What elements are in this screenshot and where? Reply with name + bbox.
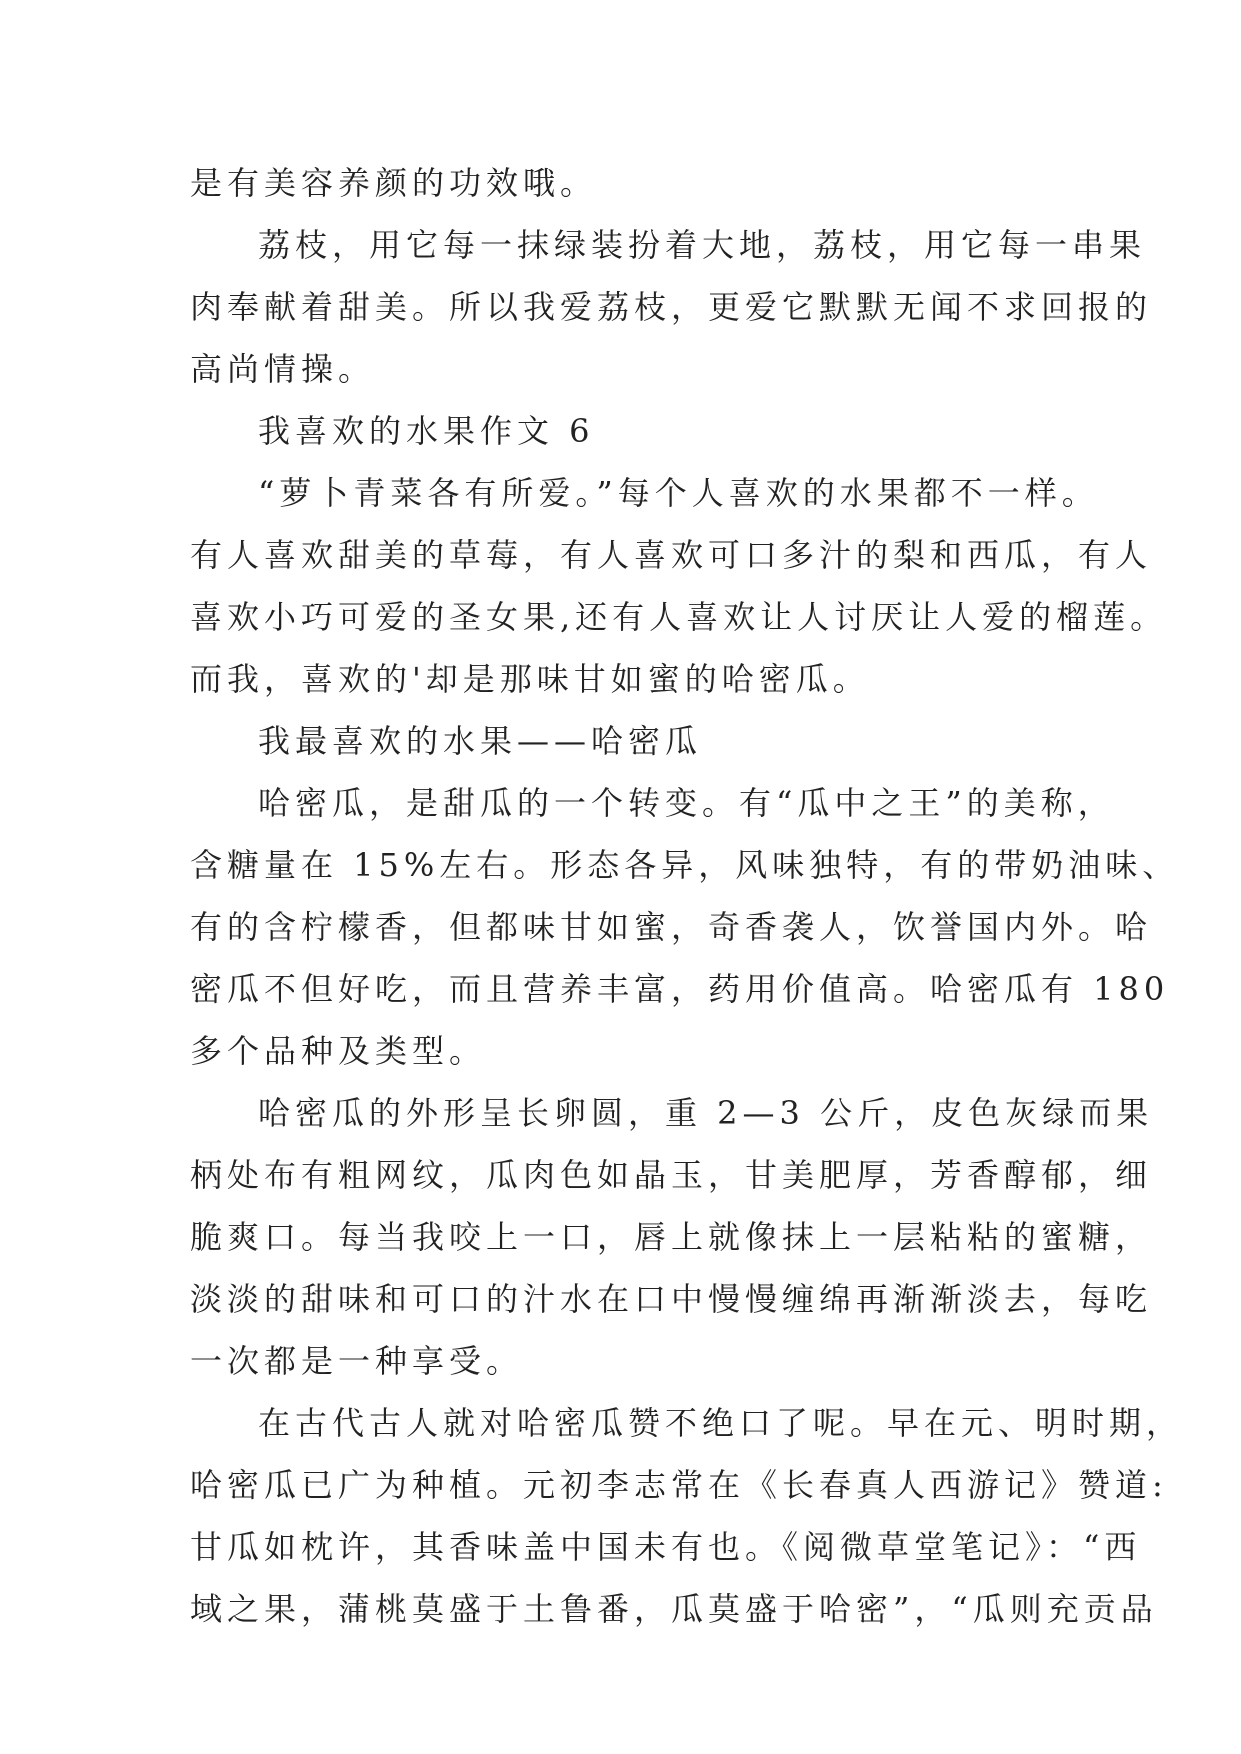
text-line: 域之果，蒲桃莫盛于土鲁番，瓜莫盛于哈密”，“瓜则充贡品 (190, 1590, 1158, 1628)
text-line: 荔枝，用它每一抹绿装扮着大地，荔枝，用它每一串果 (258, 226, 1147, 264)
text-line: 哈密瓜已广为种植。元初李志常在《长春真人西游记》赞道: (190, 1466, 1168, 1504)
text-line: “萝卜青菜各有所爱。”每个人喜欢的水果都不一样。 (258, 474, 1099, 512)
text-line: 柄处布有粗网纹，瓜肉色如晶玉，甘美肥厚，芳香醇郁，细 (190, 1156, 1153, 1194)
text-line: 有的含柠檬香，但都味甘如蜜，奇香袭人，饮誉国内外。哈 (190, 908, 1153, 946)
text-line: 脆爽口。每当我咬上一口，唇上就像抹上一层粘粘的蜜糖， (190, 1218, 1153, 1256)
document-body (190, 152, 1184, 1640)
text-line: 我喜欢的水果作文 6 (258, 412, 595, 450)
text-line: 淡淡的甜味和可口的汁水在口中慢慢缠绵再渐渐淡去，每吃 (190, 1280, 1153, 1318)
text-line: 一次都是一种享受。 (190, 1342, 524, 1380)
text-line: 高尚情操。 (190, 350, 376, 388)
text-line: 我最喜欢的水果——哈密瓜 (258, 722, 703, 760)
text-line: 肉奉献着甜美。所以我爱荔枝，更爱它默默无闻不求回报的 (190, 288, 1153, 326)
text-line: 哈密瓜，是甜瓜的一个转变。有“瓜中之王”的美称， (258, 784, 1115, 822)
text-line: 喜欢小巧可爱的圣女果,还有人喜欢让人讨厌让人爱的榴莲。 (190, 598, 1168, 636)
text-line: 哈密瓜的外形呈长卵圆，重 2—3 公斤，皮色灰绿而果 (258, 1094, 1154, 1132)
text-line: 密瓜不但好吃，而且营养丰富，药用价值高。哈密瓜有 180 (190, 970, 1170, 1008)
text-line: 含糖量在 15%左右。形态各异，风味独特，有的带奶油味、 (190, 846, 1180, 884)
text-line: 甘瓜如枕许，其香味盖中国未有也。《阅微草堂笔记》：“西 (190, 1528, 1142, 1566)
text-line: 在古代古人就对哈密瓜赞不绝口了呢。早在元、明时期， (258, 1404, 1184, 1442)
text-line: 多个品种及类型。 (190, 1032, 487, 1070)
text-line: 而我，喜欢的'却是那味甘如蜜的哈密瓜。 (190, 660, 870, 698)
text-line: 是有美容养颜的功效哦。 (190, 164, 598, 202)
text-line: 有人喜欢甜美的草莓，有人喜欢可口多汁的梨和西瓜，有人 (190, 536, 1153, 574)
